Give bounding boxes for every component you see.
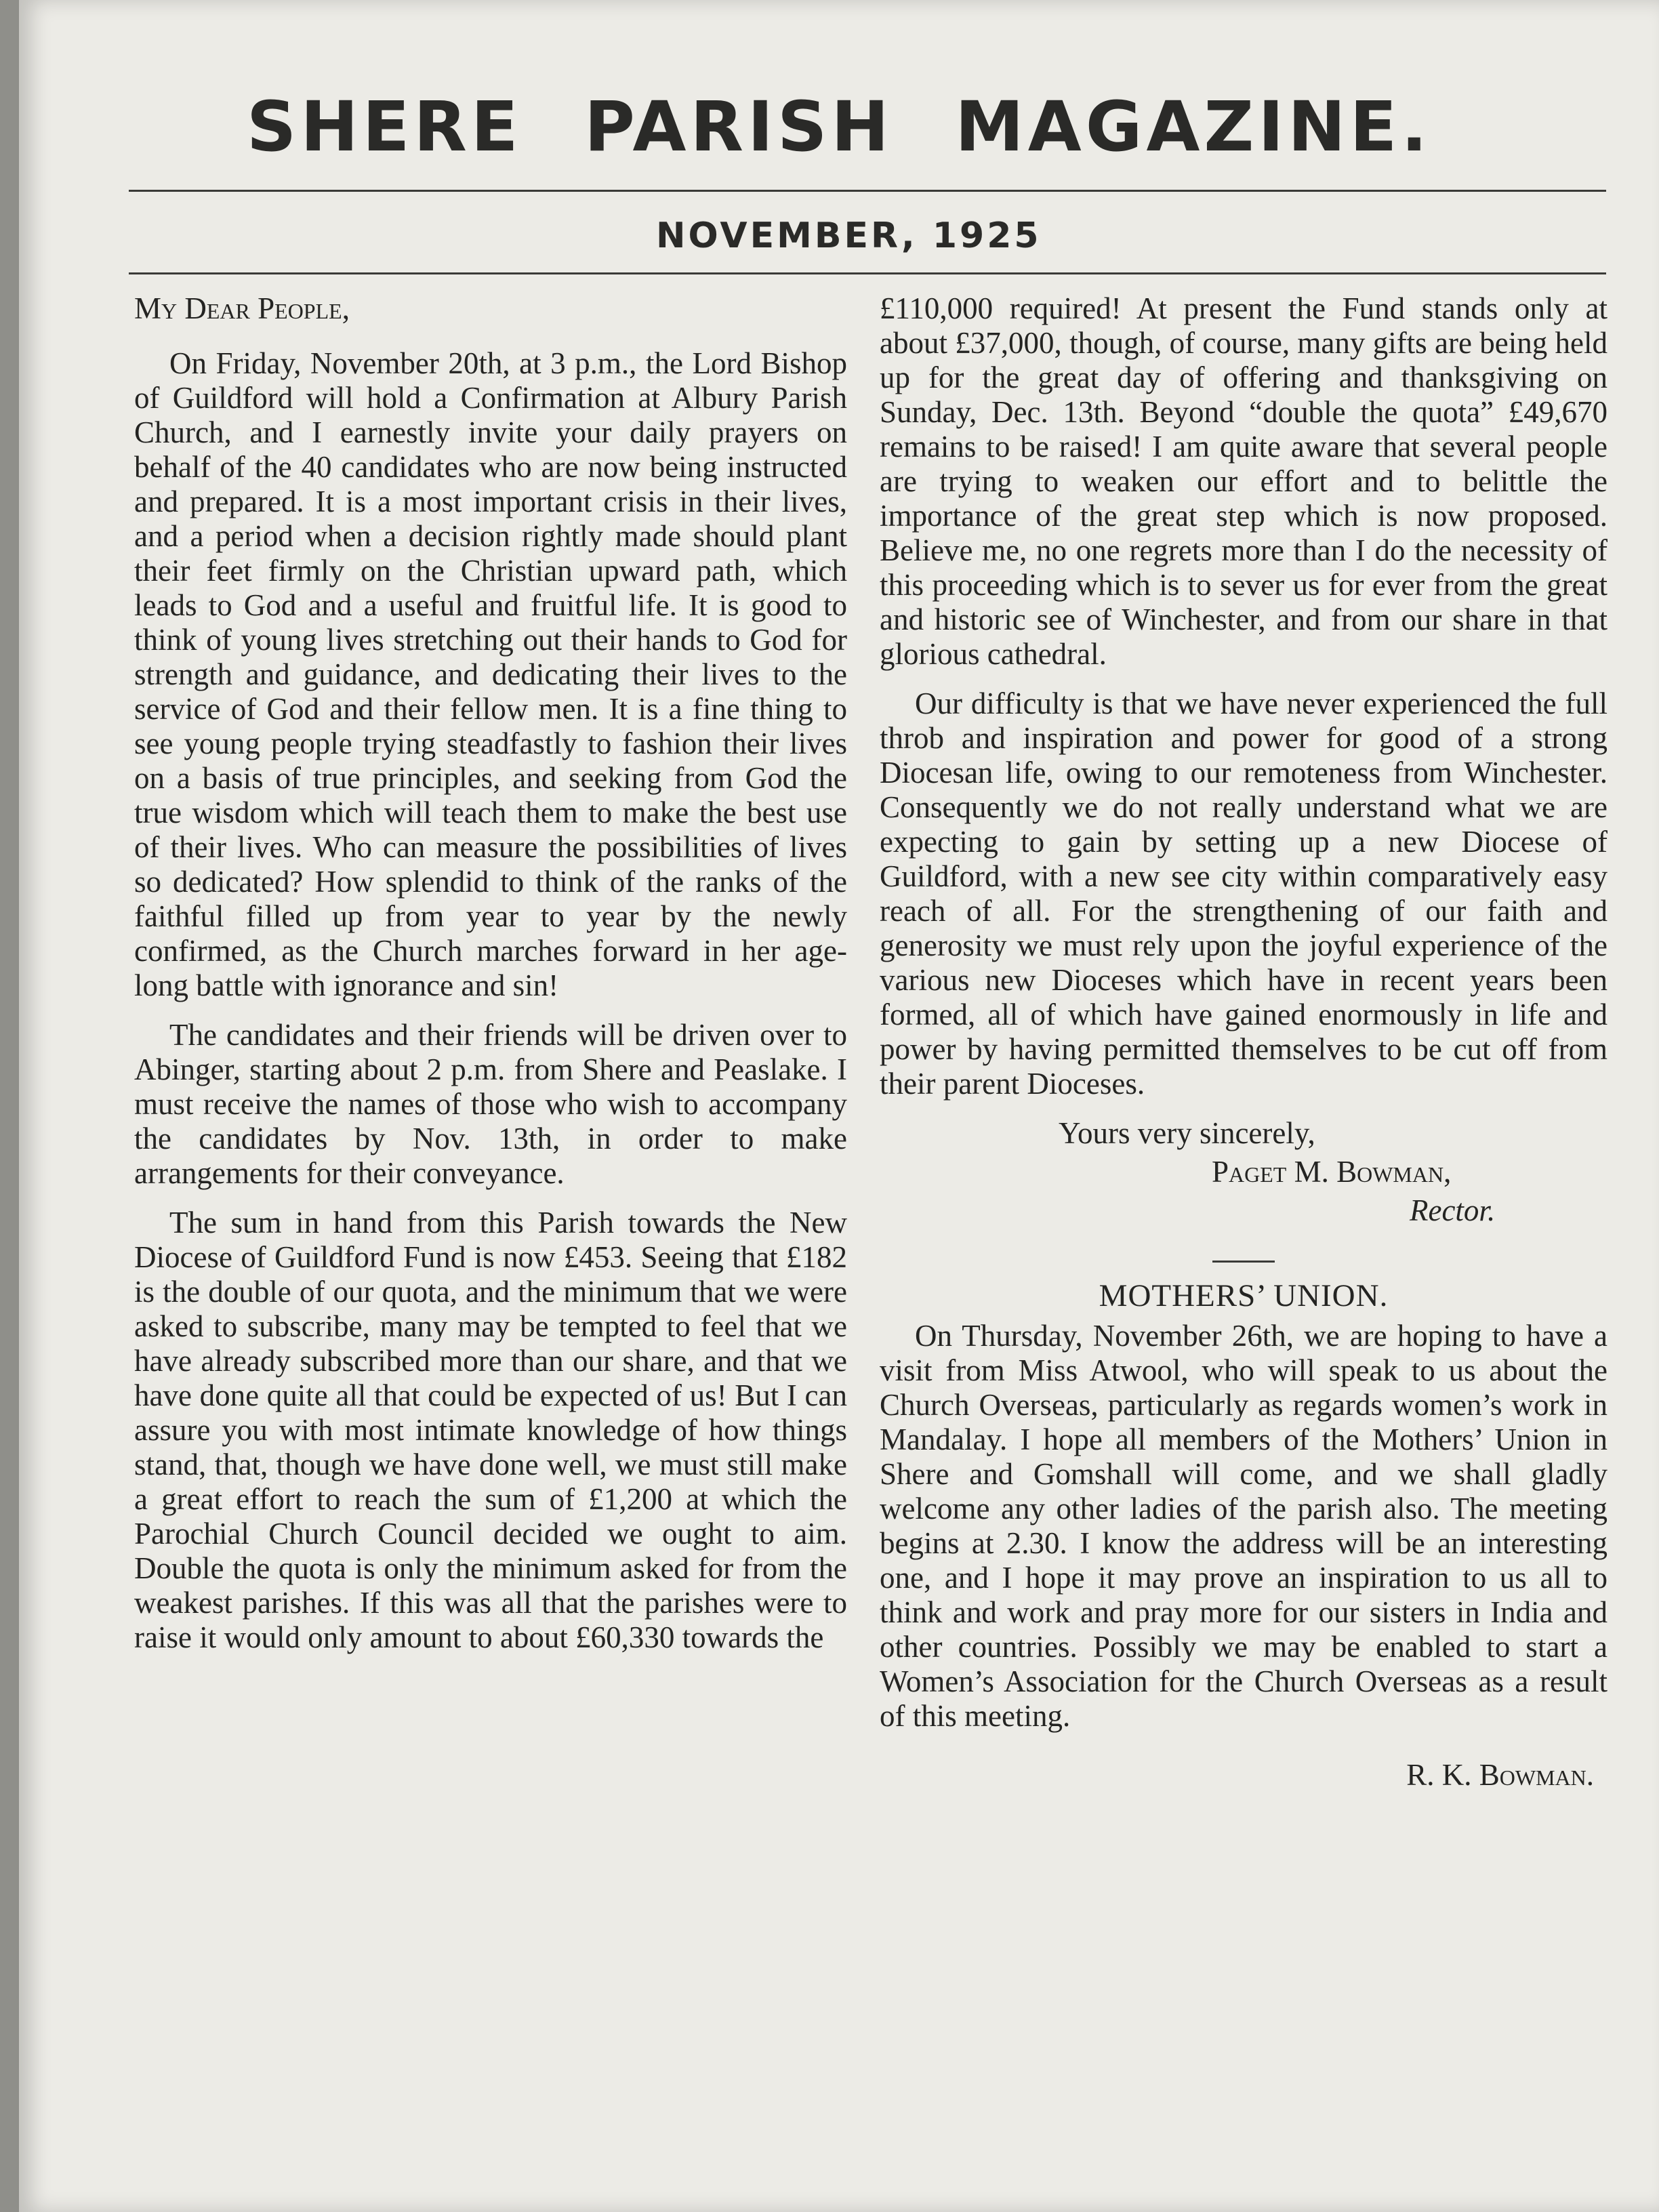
signature-name: Paget M. Bowman, bbox=[1212, 1155, 1452, 1189]
mothers-union-signoff: R. K. Bowman. bbox=[1406, 1758, 1594, 1792]
section-divider bbox=[1212, 1261, 1275, 1263]
magazine-page bbox=[19, 0, 1659, 2212]
letter-salutation: My Dear People, bbox=[134, 291, 350, 325]
letter-paragraph-diocesan-life: Our difficulty is that we have never experienced the full throb and inspiration and power for good of a strong Diocesan life, owing to our remoteness from Winchester. Consequently we do not really understand what we are expecting to gain by setting up a new Diocese of Guildford, with a new see city within comparatively easy reach of all. For the strengthening of our faith and generosity we must rely upon the joyful experience of the various new Dioceses which have in recent years been formed, all of which have gained enormously in life and power by having permitted themselves to be cut off from their parent Dioceses. bbox=[880, 687, 1607, 1101]
letter-paragraph-transport: The candidates and their friends will be driven over to Abinger, starting about 2 p.m. from Shere and Peaslake. I must receive the names of those who wish to accompany the candidates by Nov. 13th, in order to make arrangements for their conveyance. bbox=[134, 1018, 847, 1190]
issue-date: NOVEMBER, 1925 bbox=[656, 216, 1042, 256]
mothers-union-paragraph: On Thursday, November 26th, we are hoping to have a visit from Miss Atwool, who will speak to us about the Church Overseas, particularly as regards women’s work in Mandalay. I hope all members of the Mothers’ Union in Shere and Gomshall will come, and we shall gladly welcome any other ladies of the parish also. The meeting begins at 2.30. I know the address will be an interesting one, and I hope it may prove an inspiration to us all to think and work and pray more for our sisters in India and other countries. Possibly we may be enabled to start a Women’s Association for the Church Overseas as a result of this meeting. bbox=[880, 1319, 1607, 1733]
left-column bbox=[134, 291, 847, 1670]
letter-paragraph-confirmation: On Friday, November 20th, at 3 p.m., the Lord Bishop of Guildford will hold a Confirmation at Albury Parish Church, and I earnestly invite your daily prayers on behalf of the 40 candidates who are now being instructed and prepared. It is a most important crisis in their lives, and a period when a decision rightly made should plant their feet firmly on the Christian upward path, which leads to God and a useful and fruitful life. It is good to think of young lives stretching out their hands to God for strength and guidance, and dedicating their lives to the service of God and their fellow men. It is a fine thing to see young people trying steadfastly to fashion their lives on a basis of true principles, and seeking from God the true wisdom which will teach them to make the best use of their lives. Who can measure the possibilities of lives so dedicated? How splendid to think of the ranks of the faithful filled up from year to year by the newly confirmed, as the Church marches forward in her age-long battle with ignorance and sin! bbox=[134, 346, 847, 1002]
letter-closing bbox=[880, 1116, 1607, 1228]
closing-phrase: Yours very sincerely, bbox=[1059, 1116, 1315, 1150]
letter-paragraph-fund-continued: £110,000 required! At present the Fund stands only at about £37,000, though, of course, many gifts are being held up for the great day of offering and thanksgiving on Sunday, Dec. 13th. Beyond “double the quota” £49,670 remains to be raised! I am quite aware that several people are trying to weaken our effort and to belittle the importance of the great step which is now proposed. Believe me, no one regrets more than I do the necessity of this proceeding which is to sever us for ever from the great and historic see of Winchester, and from our share in that glorious cathedral. bbox=[880, 291, 1607, 671]
header-rule-bottom bbox=[129, 272, 1606, 274]
masthead-title: SHERE PARISH MAGAZINE. bbox=[246, 87, 1432, 167]
signature-title: Rector. bbox=[1410, 1193, 1496, 1227]
right-column bbox=[880, 291, 1607, 1793]
letter-paragraph-diocese-fund: The sum in hand from this Parish towards the New Diocese of Guildford Fund is now £453. Seeing that £182 is the double of our quota, and the minimum that we were asked to subscribe, many may be tempted to feel that we have already subscribed more than our share, and that we have done quite all that could be expected of us! But I can assure you with most intimate knowledge of how things stand, that, though we have done well, we must still make a great effort to reach the sum of £1,200 at which the Parochial Church Council decided we ought to aim. Double the quota is only the minimum asked for from the weakest parishes. If this was all that the parishes were to raise it would only amount to about £60,330 towards the bbox=[134, 1206, 847, 1654]
mothers-union-heading: MOTHERS’ UNION. bbox=[1099, 1278, 1389, 1313]
header-rule-top bbox=[129, 190, 1606, 192]
